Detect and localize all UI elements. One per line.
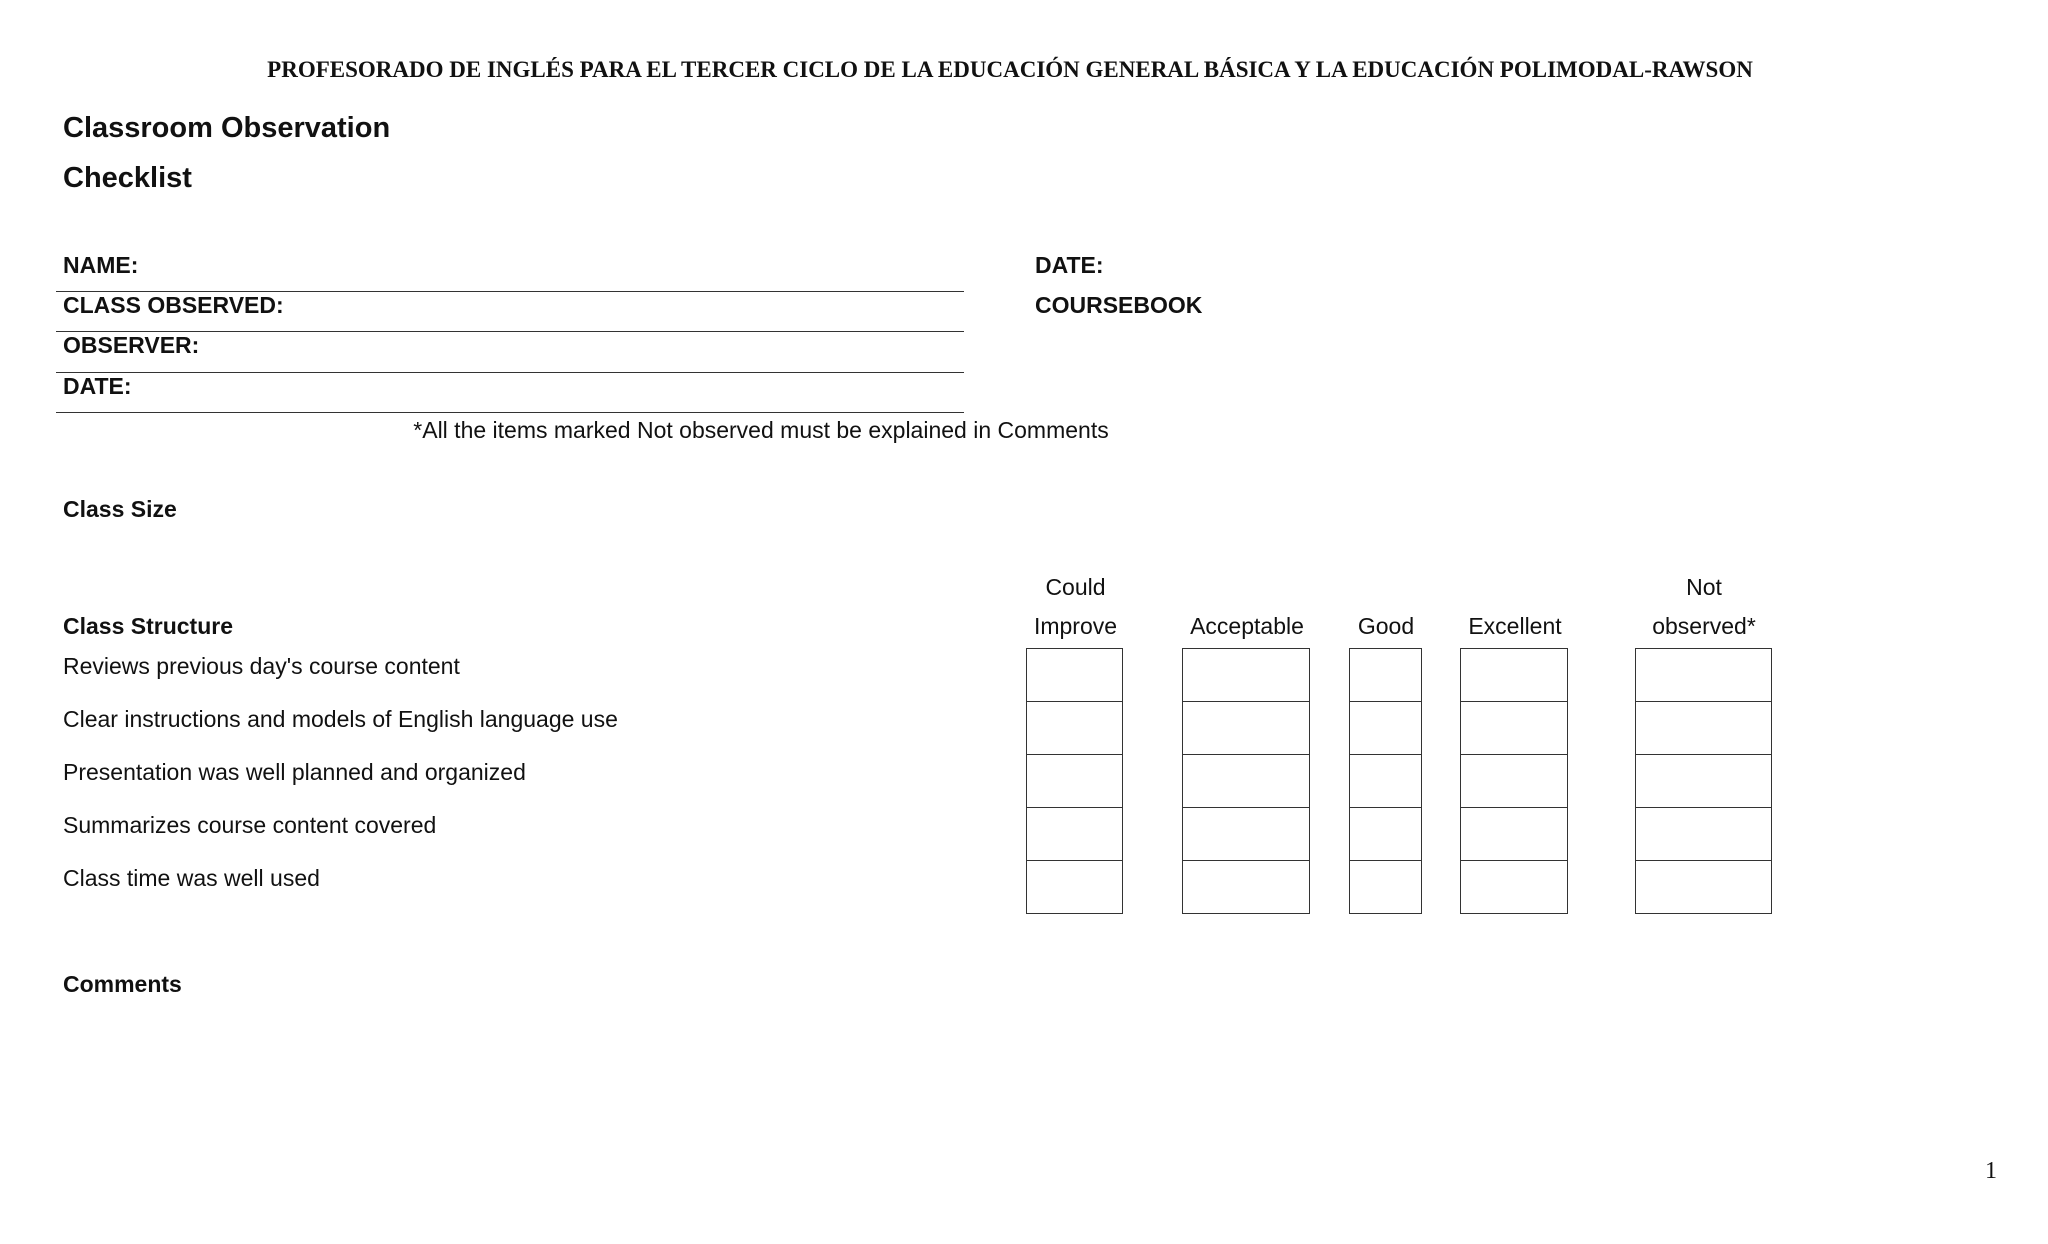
checklist-item: Clear instructions and models of English language use <box>63 706 618 732</box>
column-header-excellent <box>1461 568 1569 646</box>
checklist-item: Class time was well used <box>63 865 320 891</box>
class-size-heading: Class Size <box>63 496 177 522</box>
column-header-line2: Acceptable <box>1190 613 1304 639</box>
rating-checkbox-could-improve[interactable] <box>1026 701 1123 755</box>
not-observed-note: *All the items marked Not observed must be explained in Comments <box>413 417 1109 443</box>
coursebook-label: COURSEBOOK <box>1035 292 1203 318</box>
rating-checkbox-good[interactable] <box>1349 754 1422 808</box>
column-header-could-improve <box>1027 568 1124 646</box>
rating-checkbox-could-improve[interactable] <box>1026 648 1123 702</box>
column-header-line1 <box>1461 568 1569 607</box>
column-header-line2: Good <box>1357 613 1415 639</box>
column-header-line1: Could <box>1045 574 1106 600</box>
rating-checkbox-not-observed[interactable] <box>1635 648 1772 702</box>
observer-line[interactable] <box>56 372 964 373</box>
column-header-line2: observed* <box>1652 613 1756 639</box>
date-line[interactable] <box>56 412 964 413</box>
page-subtitle: Checklist <box>63 162 192 194</box>
date-label: DATE: <box>63 373 132 399</box>
page-number: 1 <box>1985 1158 1997 1184</box>
checklist-item: Summarizes course content covered <box>63 812 437 838</box>
rating-checkbox-not-observed[interactable] <box>1635 701 1772 755</box>
rating-checkbox-could-improve[interactable] <box>1026 807 1123 861</box>
rating-checkbox-acceptable[interactable] <box>1182 648 1310 702</box>
rating-checkbox-excellent[interactable] <box>1460 754 1568 808</box>
checklist-item: Presentation was well planned and organized <box>63 759 526 785</box>
column-header-line1: Not <box>1686 574 1722 600</box>
rating-checkbox-excellent[interactable] <box>1460 860 1568 914</box>
class-observed-label: CLASS OBSERVED: <box>63 292 284 318</box>
rating-checkbox-not-observed[interactable] <box>1635 860 1772 914</box>
date-right-label: DATE: <box>1035 252 1104 278</box>
rating-checkbox-acceptable[interactable] <box>1182 701 1310 755</box>
name-label: NAME: <box>63 252 139 278</box>
checklist-item: Reviews previous day's course content <box>63 653 460 679</box>
column-header-not-observed <box>1636 568 1772 646</box>
rating-checkbox-not-observed[interactable] <box>1635 754 1772 808</box>
observer-label: OBSERVER: <box>63 332 200 358</box>
comments-heading: Comments <box>63 971 182 997</box>
class-structure-heading: Class Structure <box>63 613 234 639</box>
page-title: Classroom Observation <box>63 112 391 144</box>
rating-checkbox-acceptable[interactable] <box>1182 860 1310 914</box>
rating-checkbox-could-improve[interactable] <box>1026 754 1123 808</box>
rating-checkbox-excellent[interactable] <box>1460 701 1568 755</box>
rating-checkbox-acceptable[interactable] <box>1182 754 1310 808</box>
rating-checkbox-good[interactable] <box>1349 807 1422 861</box>
rating-checkbox-acceptable[interactable] <box>1182 807 1310 861</box>
column-header-line2: Excellent <box>1468 613 1562 639</box>
column-header-line2: Improve <box>1033 613 1118 639</box>
rating-checkbox-good[interactable] <box>1349 860 1422 914</box>
column-header-line1 <box>1350 568 1422 607</box>
column-header-line1 <box>1183 568 1311 607</box>
institution-header: PROFESORADO DE INGLÉS PARA EL TERCER CICLO DE LA EDUCACIÓN GENERAL BÁSICA Y LA EDUCACIÓN POLIMODAL-RAWSON <box>267 57 1753 82</box>
rating-checkbox-good[interactable] <box>1349 648 1422 702</box>
rating-checkbox-excellent[interactable] <box>1460 807 1568 861</box>
rating-checkbox-excellent[interactable] <box>1460 648 1568 702</box>
column-header-acceptable <box>1183 568 1311 646</box>
rating-checkbox-good[interactable] <box>1349 701 1422 755</box>
column-header-good <box>1350 568 1422 646</box>
rating-checkbox-not-observed[interactable] <box>1635 807 1772 861</box>
rating-checkbox-could-improve[interactable] <box>1026 860 1123 914</box>
